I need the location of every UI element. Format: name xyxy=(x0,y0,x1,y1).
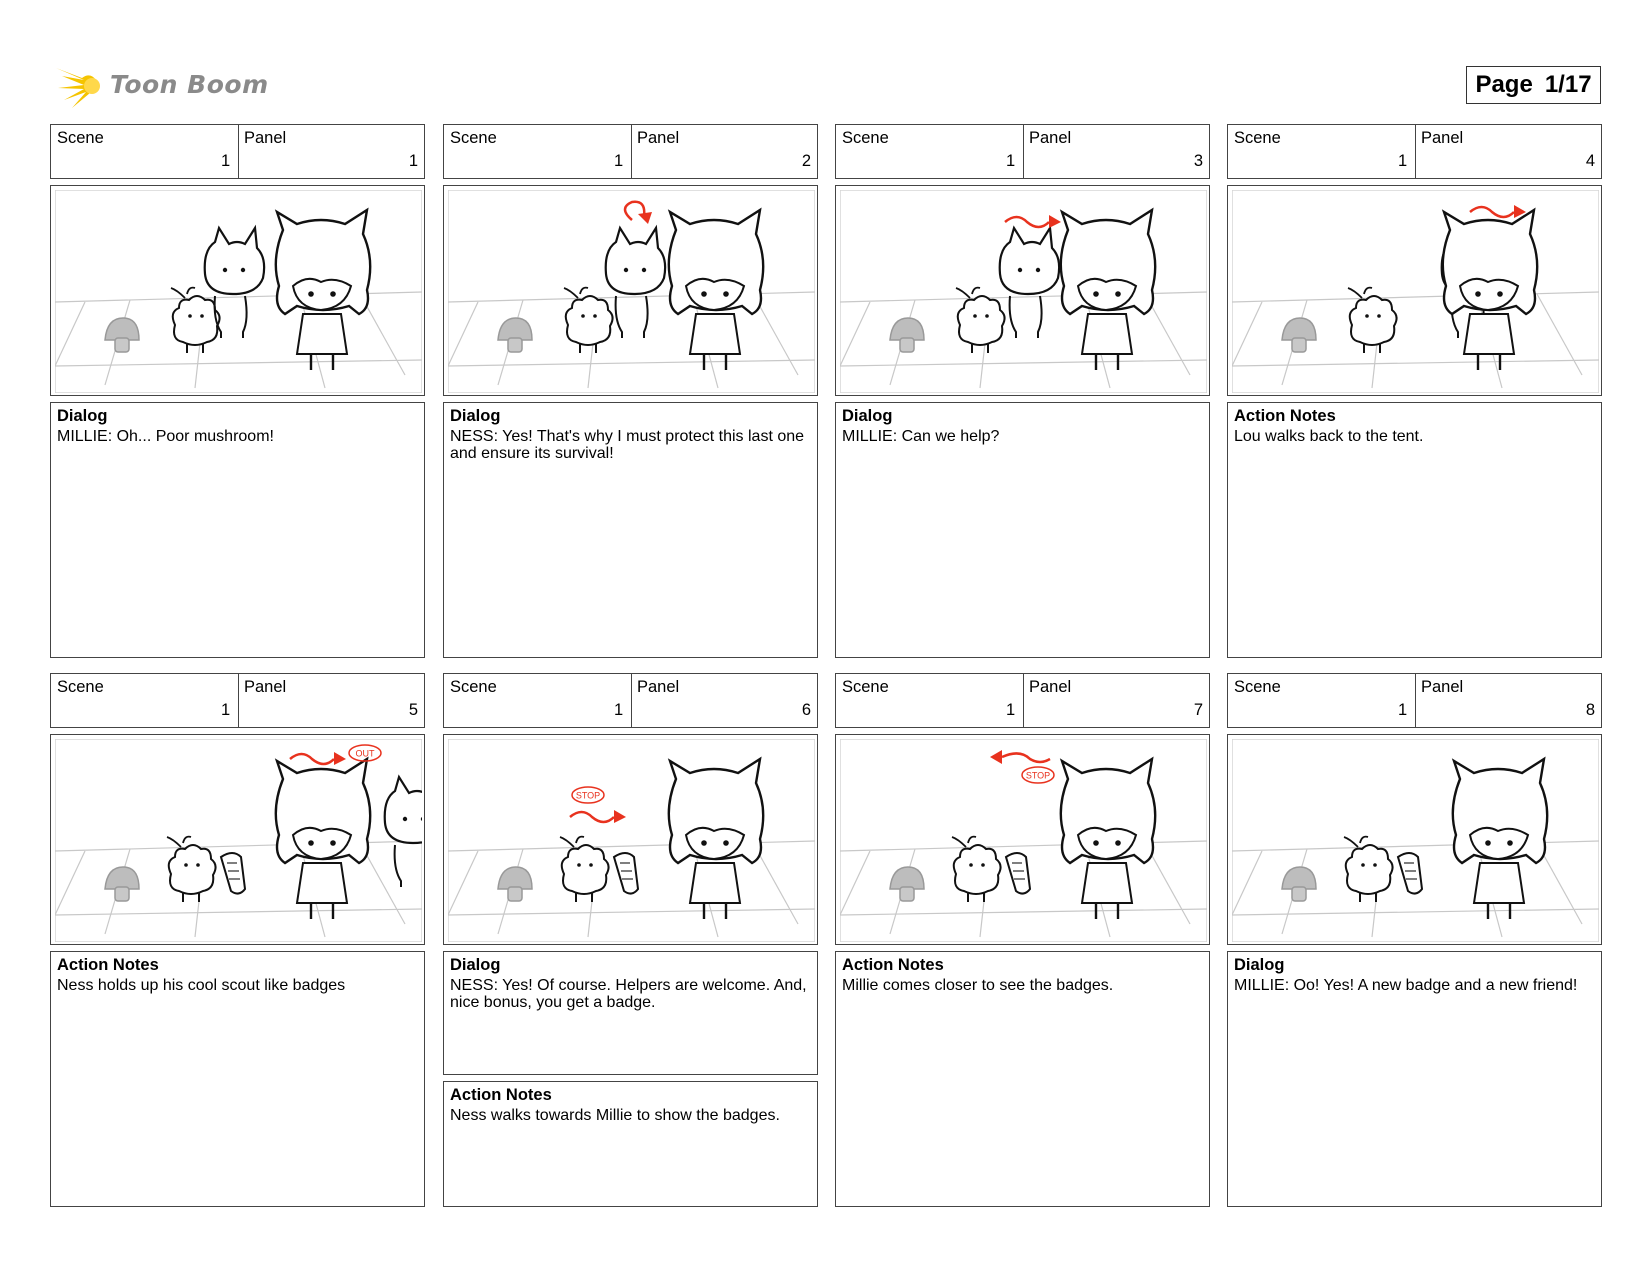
page-indicator xyxy=(1466,66,1601,104)
scene-label: Scene xyxy=(1234,129,1281,147)
header-divider xyxy=(631,125,632,178)
dialog-box xyxy=(835,402,1210,658)
notes-title: Dialog xyxy=(450,407,501,425)
notes-text: MILLIE: Can we help? xyxy=(842,428,1000,445)
panel-label: Panel xyxy=(637,678,680,696)
notes-text: NESS: Yes! Of course. Helpers are welcome. And, nice bonus, you get a badge. xyxy=(450,977,807,1011)
panel-sketch xyxy=(840,739,1207,942)
header-divider xyxy=(1023,125,1024,178)
panel-drawing xyxy=(835,185,1210,396)
header-divider xyxy=(238,125,239,178)
panel-sketch xyxy=(1232,190,1599,393)
scene-label: Scene xyxy=(842,678,889,696)
panel-number: 5 xyxy=(408,701,418,719)
dialog-box xyxy=(443,951,818,1075)
panel-label: Panel xyxy=(1421,129,1464,147)
panel-header xyxy=(1227,124,1602,179)
notes-title: Dialog xyxy=(57,407,108,425)
panel-drawing xyxy=(443,734,818,945)
panel-header xyxy=(835,673,1210,728)
action-notes-box xyxy=(50,951,425,1207)
notes-text: Millie comes closer to see the badges. xyxy=(842,977,1114,994)
panel-header xyxy=(1227,673,1602,728)
arrow-tag: OUT xyxy=(355,748,375,759)
scene-number: 1 xyxy=(1398,701,1408,719)
panel-sketch xyxy=(55,190,422,393)
panel-drawing xyxy=(1227,734,1602,945)
header-divider xyxy=(631,674,632,727)
panel-number: 8 xyxy=(1585,701,1595,719)
scene-number: 1 xyxy=(1006,152,1016,170)
scene-number: 1 xyxy=(1398,152,1408,170)
page-label: Page xyxy=(1475,71,1533,98)
scene-number: 1 xyxy=(1006,701,1016,719)
dialog-box xyxy=(50,402,425,658)
panel-header xyxy=(50,124,425,179)
panel-label: Panel xyxy=(1029,678,1072,696)
notes-text: Ness walks towards Millie to show the badges. xyxy=(450,1107,780,1124)
header-divider xyxy=(238,674,239,727)
header-divider xyxy=(1415,125,1416,178)
panel-label: Panel xyxy=(244,129,287,147)
notes-title: Dialog xyxy=(842,407,893,425)
header-divider xyxy=(1415,674,1416,727)
scene-number: 1 xyxy=(221,152,231,170)
notes-title: Dialog xyxy=(1234,956,1285,974)
notes-text: MILLIE: Oo! Yes! A new badge and a new friend! xyxy=(1234,977,1578,994)
panel-number: 3 xyxy=(1193,152,1203,170)
arrow-tag: STOP xyxy=(1025,770,1051,781)
notes-title: Action Notes xyxy=(1234,407,1336,425)
panel-sketch xyxy=(448,739,815,942)
dialog-box xyxy=(443,402,818,658)
panel-drawing xyxy=(50,185,425,396)
notes-text: MILLIE: Oh... Poor mushroom! xyxy=(57,428,274,445)
panel-header xyxy=(443,124,818,179)
panel-header xyxy=(443,673,818,728)
action-notes-box xyxy=(835,951,1210,1207)
notes-text: Lou walks back to the tent. xyxy=(1234,428,1424,445)
notes-title: Action Notes xyxy=(450,1086,552,1104)
notes-title: Action Notes xyxy=(842,956,944,974)
toon-boom-logo xyxy=(54,58,269,110)
panel-drawing xyxy=(443,185,818,396)
page-number: 1/17 xyxy=(1544,71,1592,98)
action-notes-box xyxy=(1227,402,1602,658)
scene-label: Scene xyxy=(57,129,104,147)
notes-text: Ness holds up his cool scout like badges xyxy=(57,977,346,994)
floor-grid xyxy=(1232,190,1599,393)
scene-number: 1 xyxy=(221,701,231,719)
header-divider xyxy=(1023,674,1024,727)
scene-label: Scene xyxy=(57,678,104,696)
panel-label: Panel xyxy=(637,129,680,147)
panel-number: 2 xyxy=(801,152,811,170)
panel-header xyxy=(835,124,1210,179)
panel-sketch xyxy=(448,190,815,393)
action-notes-box xyxy=(443,1081,818,1207)
scene-number: 1 xyxy=(614,701,624,719)
dialog-box xyxy=(1227,951,1602,1207)
panel-header xyxy=(50,673,425,728)
notes-title: Dialog xyxy=(450,956,501,974)
arrow-tag: STOP xyxy=(575,790,601,801)
panel-label: Panel xyxy=(244,678,287,696)
panel-number: 7 xyxy=(1193,701,1203,719)
notes-title: Action Notes xyxy=(57,956,159,974)
scene-label: Scene xyxy=(450,129,497,147)
panel-number: 4 xyxy=(1585,152,1595,170)
panel-sketch xyxy=(55,739,422,942)
panel-label: Panel xyxy=(1421,678,1464,696)
scene-label: Scene xyxy=(450,678,497,696)
scene-number: 1 xyxy=(614,152,624,170)
panel-number: 1 xyxy=(408,152,418,170)
panel-sketch xyxy=(1232,739,1599,942)
panel-drawing xyxy=(50,734,425,945)
starburst-logo-icon xyxy=(54,58,106,110)
notes-text: NESS: Yes! That's why I must protect this last one and ensure its survival! xyxy=(450,428,805,462)
scene-label: Scene xyxy=(842,129,889,147)
panel-number: 6 xyxy=(801,701,811,719)
panel-label: Panel xyxy=(1029,129,1072,147)
panel-drawing xyxy=(835,734,1210,945)
scene-label: Scene xyxy=(1234,678,1281,696)
panel-drawing xyxy=(1227,185,1602,396)
brand-name: Toon Boom xyxy=(110,69,269,99)
panel-sketch xyxy=(840,190,1207,393)
